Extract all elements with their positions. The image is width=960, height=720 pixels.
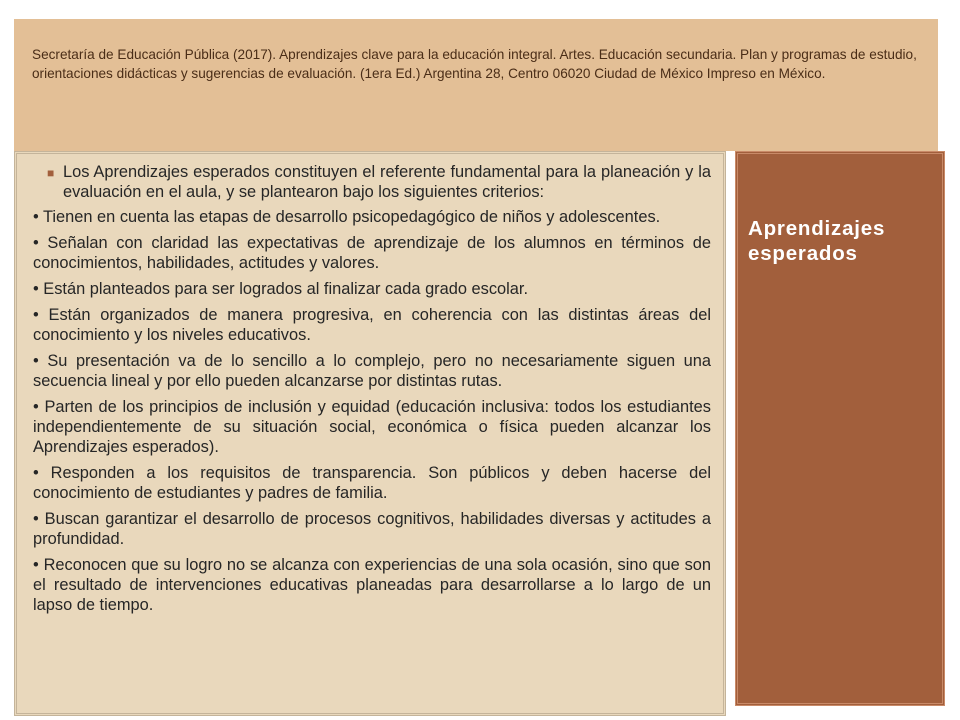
criterion-item: • Su presentación va de lo sencillo a lo complejo, pero no necesariamente siguen una secuencia lineal y por ello pueden alcanzarse por distintas rutas. bbox=[33, 352, 711, 390]
citation-text: Secretaría de Educación Pública (2017). Aprendizajes clave para la educación integral. Artes. Educación secundaria. Plan y programas de estudio, orientaciones didácticas y sugerencias de evaluación. (1era Ed.) Argentina 28, Centro 06020 Ciudad de México Impreso en México. bbox=[32, 47, 917, 81]
criterion-item: • Buscan garantizar el desarrollo de procesos cognitivos, habilidades diversas y actitudes a profundidad. bbox=[33, 510, 711, 548]
criterion-item: • Responden a los requisitos de transparencia. Son públicos y deben hacerse del conocimiento de estudiantes y padres de familia. bbox=[33, 464, 711, 502]
criterion-item: • Reconocen que su logro no se alcanza con experiencias de una sola ocasión, sino que son el resultado de intervenciones educativas planeadas para desarrollarse a lo largo de un lapso de tiempo. bbox=[33, 556, 711, 614]
intro-text: Los Aprendizajes esperados constituyen el referente fundamental para la planeación y la evaluación en el aula, y se plantearon bajo los siguientes criterios: bbox=[63, 163, 711, 201]
criterion-item: • Señalan con claridad las expectativas de aprendizaje de los alumnos en términos de conocimientos, habilidades, actitudes y valores. bbox=[33, 234, 711, 272]
criterion-item: • Están organizados de manera progresiva, en coherencia con las distintas áreas del conocimiento y los niveles educativos. bbox=[33, 306, 711, 344]
square-bullet-icon: ■ bbox=[47, 166, 55, 180]
intro-item bbox=[33, 162, 711, 202]
section-title-panel bbox=[735, 151, 945, 706]
criterion-item: • Tienen en cuenta las etapas de desarrollo psicopedagógico de niños y adolescentes. bbox=[33, 208, 661, 226]
citation-header bbox=[14, 19, 938, 151]
criterion-item: • Parten de los principios de inclusión y equidad (educación inclusiva: todos los estudiantes independientemente de su situación social, económica o física pueden alcanzar los Aprendizajes esperados). bbox=[33, 398, 711, 456]
content-panel bbox=[14, 151, 726, 716]
criterion-item: • Están planteados para ser logrados al finalizar cada grado escolar. bbox=[33, 280, 529, 298]
section-title: Aprendizajes esperados bbox=[748, 217, 886, 265]
